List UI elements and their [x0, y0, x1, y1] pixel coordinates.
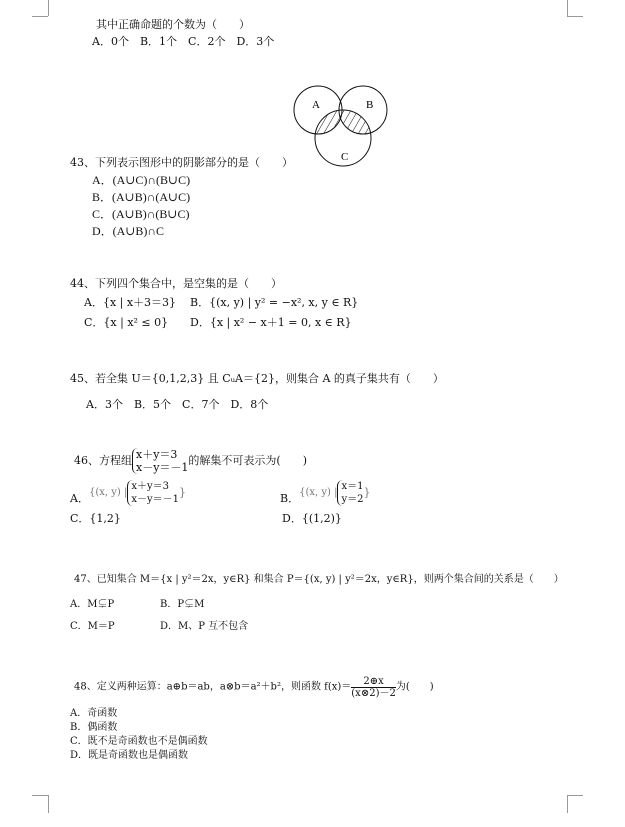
q45-stem	[70, 372, 444, 386]
q46-option-b-eq1: x＝1	[341, 481, 364, 492]
q43-text: 下列表示图形中的阴影部分的是（ ）	[95, 156, 293, 169]
q47-option-d: D．M、P 互不包含	[160, 621, 249, 632]
crop-mark-top-right-h	[567, 16, 583, 17]
q44-option-d: D．{x | x² − x＋1 = 0, x ∈ R}	[190, 316, 352, 329]
q44-option-c: C．{x | x² ≤ 0}	[84, 316, 169, 329]
venn-label-a: A	[312, 99, 320, 111]
q48-option-c: C．既不是奇函数也不是偶函数	[70, 736, 208, 747]
q43-number: 43、	[70, 156, 95, 169]
crop-mark-top-left-h	[32, 16, 48, 17]
q48-stem-pre: 48、定义两种运算：a⊕b＝ab，a⊗b＝a²＋b²，则函数 f(x)＝	[74, 681, 352, 693]
q48-fraction	[351, 676, 396, 699]
q46-option-b-label: B．	[280, 492, 300, 505]
q43-option-c: C．(A∪B)∩(B∪C)	[92, 207, 190, 221]
q46-option-b	[280, 480, 370, 506]
crop-mark-bottom-left-v	[48, 795, 49, 813]
q46-option-a-brace	[127, 480, 179, 506]
q46-eq2: x－y＝－1	[136, 461, 189, 474]
q43-stem	[70, 156, 293, 170]
q48-option-a: A．奇函数	[70, 708, 118, 719]
crop-mark-top-left-v	[48, 0, 49, 16]
q48-option-b: B．偶函数	[70, 722, 118, 733]
q46-option-a-close: }	[178, 486, 186, 499]
q46-option-b-close: }	[363, 486, 371, 499]
venn-diagram	[292, 80, 396, 172]
q48-frac-num: 2⊕x	[351, 676, 396, 688]
q44-option-a: A．{x | x＋3＝3}	[84, 296, 177, 309]
q46-option-b-eq2: y＝2	[341, 494, 364, 505]
crop-mark-bottom-right-v	[567, 795, 568, 813]
crop-mark-bottom-right-h	[567, 795, 583, 796]
q47-option-a: A．M⊊P	[70, 599, 115, 610]
q46-system-brace	[132, 448, 188, 474]
q43-option-b: B．(A∪B)∩(A∪C)	[92, 190, 191, 204]
q46-option-a-eq1: x＋y＝3	[131, 481, 169, 492]
q44-text: 下列四个集合中，是空集的是（ ）	[95, 277, 282, 290]
q46-eq1: x＋y＝3	[136, 448, 178, 461]
q46-option-d: D．{(1,2)}	[282, 512, 342, 525]
q47-option-b: B．P⊊M	[160, 599, 205, 610]
prev-question-stem: 其中正确命题的个数为（ ）	[96, 18, 250, 31]
q48-frac-den: (x⊗2)－2	[351, 688, 396, 699]
q44-stem	[70, 277, 282, 291]
venn-label-b: B	[366, 99, 374, 111]
q48-stem	[74, 676, 434, 699]
q44-option-b: B．{(x, y) | y² = −x², x, y ∈ R}	[190, 296, 359, 309]
q45-options: A．3个 B．5个 C．7个 D．8个	[86, 398, 269, 411]
crop-mark-top-right-v	[567, 0, 568, 16]
q47-option-c: C．M＝P	[70, 621, 115, 632]
q46-option-a	[70, 480, 186, 506]
prev-question-options: A．0个 B．1个 C．2个 D．3个	[92, 35, 275, 48]
q46-number: 46、	[74, 454, 99, 467]
q46-option-a-set: {(x, y) |	[88, 487, 128, 498]
q43-option-a: A．(A∪C)∩(B∪C)	[92, 173, 191, 187]
q47-stem: 47、已知集合 M＝{x | y²＝2x，y∈R} 和集合 P＝{(x, y) | y²＝2x，y∈R}，则两个集合间的关系是（ ）	[74, 574, 564, 585]
q46-stem-post: 的解集不可表示为( )	[188, 454, 308, 467]
q46-option-c: C．{1,2}	[70, 512, 121, 525]
q43-option-d: D．(A∪B)∩C	[92, 224, 165, 238]
q46-option-a-label: A．	[70, 492, 89, 505]
q48-option-d: D．既是奇函数也是偶函数	[70, 750, 189, 761]
q44-number: 44、	[70, 277, 95, 290]
q46-option-b-set: {(x, y) |	[299, 487, 338, 498]
q45-number: 45、	[70, 372, 95, 385]
q45-text: 若全集 U＝{0,1,2,3} 且 CᵤA＝{2}，则集合 A 的真子集共有（ ）	[95, 372, 444, 385]
q46-option-a-eq2: x－y＝－1	[131, 494, 179, 505]
q46-option-b-brace	[337, 480, 363, 506]
q46-stem	[74, 448, 307, 474]
venn-label-c: C	[341, 151, 349, 163]
crop-mark-bottom-left-h	[32, 795, 48, 796]
q46-stem-pre: 方程组	[99, 454, 132, 467]
q48-stem-post: 为( )	[395, 681, 434, 693]
